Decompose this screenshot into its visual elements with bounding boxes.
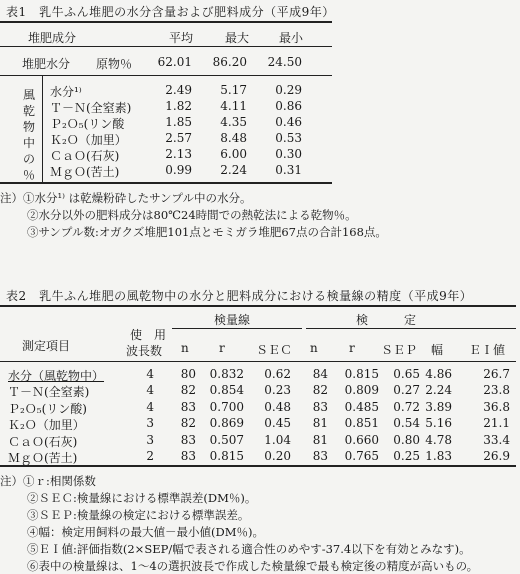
table2-cell-cal-n: 83: [180, 449, 196, 463]
table1-header-min: 最小: [279, 31, 304, 45]
table2-cell-val-ei: 33.4: [483, 433, 510, 447]
table2-cell-wave-count: 3: [146, 416, 154, 430]
table2-cell-val-n: 82: [312, 383, 328, 397]
table1-section-rule: [0, 75, 332, 76]
table2-cell-cal-r: 0.854: [209, 383, 244, 397]
table2-cell-cal-sec: 0.62: [264, 367, 291, 381]
table1-header-max: 最大: [225, 31, 250, 45]
table1-caption: 表1 乳牛ふん堆肥の水分含量および肥料成分（平成9年）: [6, 5, 335, 19]
table2-cell-val-n: 83: [312, 400, 328, 414]
table1-row-max: 2.24: [220, 163, 247, 177]
table1-header-item: 堆肥成分: [28, 31, 77, 45]
table1-row-min: 0.29: [275, 83, 302, 97]
table1-row-max: 4.11: [220, 99, 247, 113]
table1-row-min: 0.30: [275, 147, 302, 161]
table2-note: ②ＳＥＣ:検量線における標準誤差(DM％)。: [27, 491, 257, 505]
table2-cell-val-ei: 26.7: [483, 367, 510, 381]
table2-cell-val-r: 0.660: [344, 433, 379, 447]
table2-note: ⑤ＥＩ値:評価指数(2×SEP/幅で表される適合性のめやす-37.4以下を有効とみなす)。: [27, 542, 471, 556]
table2-header-r2: r: [349, 341, 355, 355]
table2-cell-val-r: 0.485: [344, 400, 379, 414]
table2-cell-val-range: 2.24: [425, 383, 452, 397]
table2-cell-val-n: 81: [312, 416, 328, 430]
table1-side-char: 物: [22, 120, 35, 134]
table2-group-calibration: 検量線: [214, 313, 251, 327]
table1-row-max: 6.00: [220, 147, 247, 161]
table2-cell-cal-sec: 0.45: [264, 416, 291, 430]
table2-note: ⑥表中の検量線は、1～4の選択波長で作成した検量線で最も検定後の精度が高いもの。: [27, 559, 479, 573]
table1-row-label: 水分¹⁾: [50, 85, 82, 99]
table1-row-max: 4.35: [220, 115, 247, 129]
table2-header-wave2: 波長数: [126, 344, 163, 358]
table2-cell-cal-n: 82: [180, 416, 196, 430]
table1-row-label: Ｋ₂Ｏ（加里）: [50, 133, 127, 147]
table2-cell-val-range: 5.16: [425, 416, 452, 430]
table1-row-max: 5.17: [220, 83, 247, 97]
table1-water-unit: 原物％: [96, 57, 133, 71]
table2-cell-cal-sec: 0.23: [264, 383, 291, 397]
table2-row-label: Ｋ₂Ｏ（加里）: [8, 418, 85, 432]
table2-note: 注）①ｒ:相関係数: [0, 474, 96, 488]
table2-cell-cal-r: 0.700: [209, 400, 244, 414]
table1-header-mean: 平均: [169, 31, 194, 45]
table1-row-label: Ｔ－Ｎ(全窒素): [50, 101, 132, 115]
table2-cell-val-range: 1.83: [425, 449, 452, 463]
table2-group-validation: 検 定: [356, 313, 417, 327]
table1-row-mean: 2.13: [165, 147, 192, 161]
table2-cell-cal-sec: 0.48: [264, 400, 291, 414]
table2-header-sep: ＳＥＰ: [381, 343, 418, 357]
table2-note: ④幅：検定用飼料の最大値－最小値(DM％)。: [27, 525, 264, 539]
table2-row-label: ＭｇＯ(苦土): [8, 451, 78, 465]
table2-header-rule: [0, 361, 516, 362]
table2-cell-val-ei: 21.1: [483, 416, 510, 430]
table1-water-min: 24.50: [267, 55, 302, 69]
table2-cell-val-ei: 23.8: [483, 383, 510, 397]
table2-note: ③ＳＥＰ:検量線の検定における標準誤差。: [27, 508, 250, 522]
table2-cell-val-n: 81: [312, 433, 328, 447]
table2-cell-val-sep: 0.54: [393, 416, 420, 430]
table2-cell-cal-r: 0.815: [209, 449, 244, 463]
table2-cell-cal-r: 0.507: [209, 433, 244, 447]
table2-caption: 表2 乳牛ふん堆肥の風乾物中の水分と肥料成分における検量線の精度（平成9年）: [6, 289, 473, 303]
table2-group1-rule: [172, 328, 302, 329]
table2-top-rule: [0, 305, 516, 307]
table2-cell-wave-count: 4: [146, 400, 154, 414]
table2-header-sec: ＳＥＣ: [256, 343, 293, 357]
table2-cell-val-range: 4.86: [425, 367, 452, 381]
table1-water-mean: 62.01: [157, 55, 192, 69]
table2-cell-val-n: 84: [312, 367, 328, 381]
table2-cell-cal-n: 83: [180, 400, 196, 414]
table1-header-rule: [0, 46, 332, 47]
table2-cell-val-sep: 0.27: [393, 383, 420, 397]
table1-row-min: 0.31: [275, 163, 302, 177]
table2-cell-cal-n: 83: [180, 433, 196, 447]
table2-cell-val-sep: 0.65: [393, 367, 420, 381]
table2-cell-wave-count: 4: [146, 367, 154, 381]
table1-water-max: 86.20: [212, 55, 247, 69]
table2-cell-cal-n: 80: [180, 367, 196, 381]
table2-cell-cal-r: 0.832: [209, 367, 244, 381]
table2-row-label: Ｔ－Ｎ(全窒素): [8, 385, 90, 399]
table1-row-mean: 2.49: [165, 83, 192, 97]
table1-side-char: 乾: [22, 104, 35, 118]
table1-note: 注）①水分¹⁾ は乾燥粉砕したサンプル中の水分。: [0, 191, 252, 205]
table2-cell-val-r: 0.809: [344, 383, 379, 397]
table1-note: ②水分以外の肥料成分は80℃24時間での熱乾法による乾物％。: [27, 208, 357, 222]
table1-row-min: 0.53: [275, 131, 302, 145]
table2-header-n: n: [181, 341, 189, 355]
table2-row-label: ＣａＯ(石灰): [8, 435, 78, 449]
table2-cell-wave-count: 2: [146, 449, 154, 463]
table1-side-char: 中: [22, 136, 35, 150]
table1-row-mean: 0.99: [165, 163, 192, 177]
table2-cell-cal-n: 82: [180, 383, 196, 397]
table2-header-wave1: 使 用: [130, 328, 167, 342]
table2-cell-val-sep: 0.80: [393, 433, 420, 447]
table1-note: ③サンプル数:オガクズ堆肥101点とモミガラ堆肥67点の合計168点。: [27, 225, 387, 239]
table2-header-n2: n: [310, 341, 318, 355]
table1-row-label: Ｐ₂Ｏ₅(リン酸: [50, 117, 125, 131]
table2-header-r: r: [219, 341, 225, 355]
table2-cell-val-range: 3.89: [425, 400, 452, 414]
table2-header-ei: ＥＩ値: [469, 343, 506, 357]
table2-cell-val-sep: 0.25: [393, 449, 420, 463]
table2-cell-cal-r: 0.869: [209, 416, 244, 430]
table2-cell-cal-sec: 1.04: [264, 433, 291, 447]
table1-row-max: 8.48: [220, 131, 247, 145]
table2-cell-wave-count: 4: [146, 383, 154, 397]
table1-bottom-rule: [0, 182, 332, 184]
table2-cell-val-ei: 36.8: [483, 400, 510, 414]
table2-cell-wave-count: 3: [146, 433, 154, 447]
table2-bottom-rule: [0, 465, 516, 467]
table2-row-label: Ｐ₂Ｏ₅(リン酸): [8, 402, 87, 416]
table1-row-min: 0.86: [275, 99, 302, 113]
table2-cell-val-r: 0.815: [344, 367, 379, 381]
table2-cell-cal-sec: 0.20: [264, 449, 291, 463]
table1-side-divider: [42, 75, 43, 182]
table2-cell-val-range: 4.78: [425, 433, 452, 447]
table1-side-char: の: [22, 152, 35, 166]
table1-row-min: 0.46: [275, 115, 302, 129]
table1-row-mean: 1.82: [165, 99, 192, 113]
table2-cell-val-sep: 0.72: [393, 400, 420, 414]
table2-group2-rule: [306, 328, 516, 329]
table2-row-label: 水分（風乾物中）: [8, 369, 105, 383]
table1-water-label: 堆肥水分: [22, 57, 71, 71]
table1-side-char: ％: [22, 168, 35, 182]
table2-cell-val-n: 83: [312, 449, 328, 463]
table2-header-item: 測定項目: [22, 339, 71, 353]
table2-cell-val-r: 0.851: [344, 416, 379, 430]
table1-row-label: ＭｇＯ(苦土): [50, 165, 120, 179]
table2-header-range: 幅: [431, 343, 444, 357]
table1-row-mean: 2.57: [165, 131, 192, 145]
table2-cell-val-ei: 26.9: [483, 449, 510, 463]
table1-row-label: ＣａＯ(石灰): [50, 149, 120, 163]
table1-side-char: 風: [22, 88, 35, 102]
table1-row-mean: 1.85: [165, 115, 192, 129]
table2-cell-val-r: 0.765: [344, 449, 379, 463]
table1-top-rule: [0, 21, 332, 23]
